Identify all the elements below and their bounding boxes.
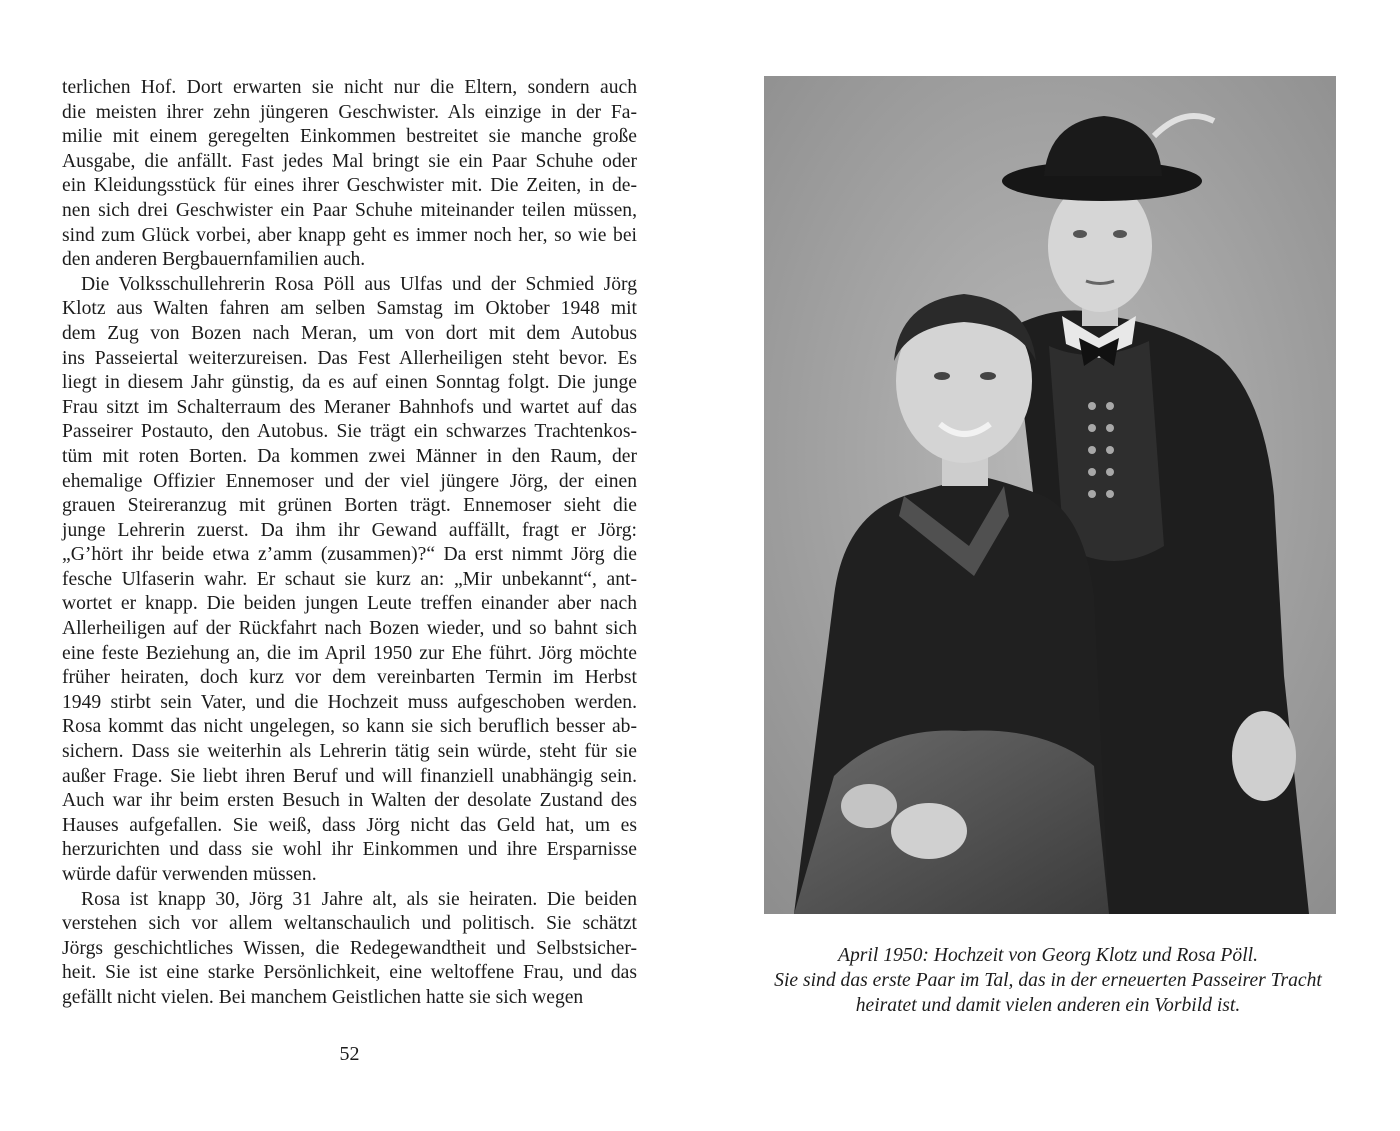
text-line: 1949 stirbt sein Vater, und die Hochzeit muss aufgeschoben werden. — [62, 691, 637, 713]
text-line: ehemalige Offizier Ennemoser und der viel jüngere Jörg, der einen — [62, 470, 637, 492]
text-line: „G’hört ihr beide etwa z’amm (zusammen)?“ Da erst nimmt Jörg die — [62, 544, 637, 566]
photo-caption — [730, 943, 1366, 1018]
text-line: liegt in diesem Jahr günstig, da es auf einen Sonntag folgt. Die junge — [62, 372, 637, 394]
text-line: grauen Steireranzug mit grünen Borten trägt. Ennemoser sieht die — [62, 495, 637, 517]
text-line: ins Passeiertal weiterzureisen. Das Fest Allerheiligen steht bevor. Es — [62, 347, 637, 369]
caption-line: April 1950: Hochzeit von Georg Klotz und Rosa Pöll. — [838, 945, 1258, 966]
wedding-photo — [764, 76, 1336, 914]
text-line: Allerheiligen auf der Rückfahrt nach Bozen wieder, und so bahnt sich — [62, 618, 637, 640]
text-line: nen sich drei Geschwister ein Paar Schuhe miteinander teilen müssen, — [62, 199, 637, 221]
text-line: heit. Sie ist eine starke Persönlichkeit, eine weltoffene Frau, und das — [62, 962, 637, 984]
text-line: Klotz aus Walten fahren am selben Samstag im Oktober 1948 mit — [62, 298, 637, 320]
text-line: den anderen Bergbauernfamilien auch. — [62, 249, 366, 271]
text-line: eine feste Beziehung an, die im April 1950 zur Ehe führt. Jörg möchte — [62, 642, 637, 664]
text-line: junge Lehrerin zuerst. Da ihm ihr Gewand auffällt, fragt er Jörg: — [62, 519, 637, 541]
caption-line: Sie sind das erste Paar im Tal, das in der erneuerten Passeirer Tracht — [774, 970, 1322, 991]
text-line: wortet er knapp. Die beiden jungen Leute treffen einander aber nach — [62, 593, 637, 615]
left-page — [62, 76, 637, 1065]
text-line: dem Zug von Bozen nach Meran, um von dort mit dem Autobus — [62, 322, 637, 344]
text-line: verstehen sich vor allem weltanschaulich und politisch. Sie schätzt — [62, 913, 637, 935]
text-line: milie mit einem geregelten Einkommen bestreitet sie manche große — [62, 126, 637, 148]
text-line: fesche Ulfaserin wahr. Er schaut sie kurz an: „Mir unbekannt“, ant- — [62, 568, 637, 590]
text-line: Auch war ihr beim ersten Besuch in Walten der desolate Zustand des — [62, 790, 637, 812]
text-line: sind zum Glück vorbei, aber knapp geht es immer noch her, so wie bei — [62, 224, 637, 246]
text-line: sichern. Dass sie weiterhin als Lehrerin tätig sein würde, steht für sie — [62, 741, 637, 763]
text-line: früher heiraten, doch kurz vor dem vereinbarten Termin im Herbst — [62, 667, 637, 689]
text-line: die meisten ihrer zehn jüngeren Geschwister. Als einzige in der Fa- — [62, 101, 637, 123]
text-line: terlichen Hof. Dort erwarten sie nicht nur die Eltern, sondern auch — [62, 77, 637, 98]
text-line: Hauses aufgefallen. Sie weiß, dass Jörg nicht das Geld hat, um es — [62, 814, 637, 836]
text-line: herzurichten und dass sie wohl ihr Einkommen und ihre Ersparnisse — [62, 839, 637, 861]
text-line: Passeirer Postauto, den Autobus. Sie trägt ein schwarzes Trachtenkos- — [62, 421, 637, 443]
text-line: Frau sitzt im Schalterraum des Meraner Bahnhofs und wartet auf das — [62, 396, 637, 418]
text-line: ein Kleidungsstück für eines ihrer Geschwister mit. Die Zeiten, in de- — [62, 175, 637, 197]
page-number: 52 — [339, 1043, 360, 1065]
text-line: gefällt nicht vielen. Bei manchem Geistlichen hatte sie sich wegen — [62, 986, 584, 1008]
text-line: Die Volksschullehrerin Rosa Pöll aus Ulfas und der Schmied Jörg — [81, 273, 637, 295]
text-line: außer Frage. Sie liebt ihren Beruf und will finanziell unabhängig sein. — [62, 765, 637, 787]
text-line: Jörgs geschichtliches Wissen, die Redegewandtheit und Selbstsicher- — [62, 937, 637, 959]
text-line: würde dafür verwenden müssen. — [62, 864, 317, 885]
text-line: Rosa ist knapp 30, Jörg 31 Jahre alt, als sie heiraten. Die beiden — [81, 888, 637, 910]
text-line: Ausgabe, die anfällt. Fast jedes Mal bringt sie ein Paar Schuhe oder — [62, 150, 637, 172]
body-text — [62, 76, 637, 1011]
text-line: tüm mit roten Borten. Da kommen zwei Männer in den Raum, der — [62, 445, 637, 467]
caption-line: heiratet und damit vielen anderen ein Vorbild ist. — [855, 995, 1241, 1016]
text-line: Rosa kommt das nicht ungelegen, so kann sie sich beruflich besser ab- — [62, 716, 637, 738]
